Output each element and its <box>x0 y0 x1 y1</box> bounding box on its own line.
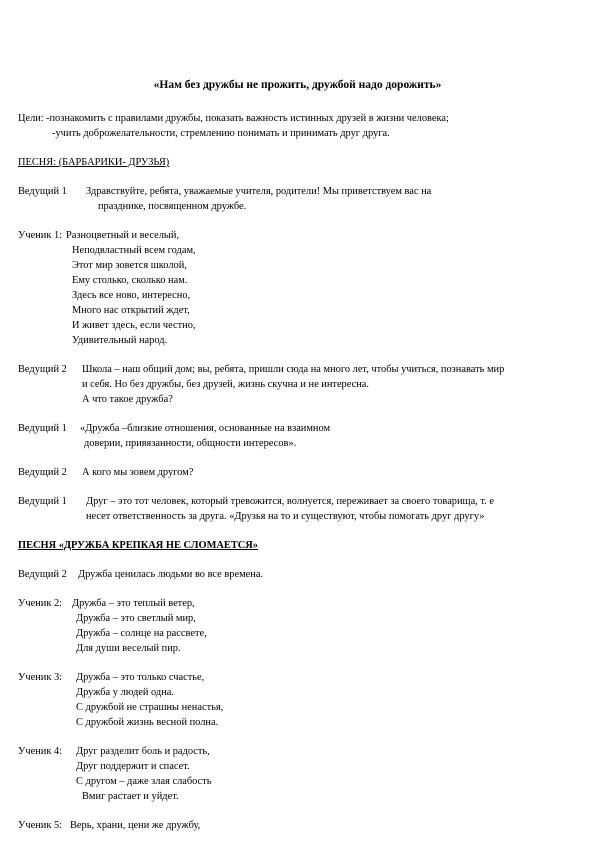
host2-valued-line: Дружба ценилась людьми во все времена. <box>78 569 264 580</box>
pupil1-verse-line: И живет здесь, если честно, <box>72 320 196 331</box>
speaker-host-2: Ведущий 2 <box>18 467 67 478</box>
pupil3-verse-line: С дружбой жизнь весной полна. <box>76 717 219 728</box>
pupil3-verse-line: С дружбой не страшны ненастья, <box>76 702 224 713</box>
song-heading-1: ПЕСНЯ: (БАРБАРИКИ- ДРУЗЬЯ) <box>18 157 170 168</box>
host1-definition-line-2: доверии, привязанности, общности интересов». <box>84 438 297 449</box>
pupil5-verse-line: Верь, храни, цени же дружбу, <box>70 820 201 831</box>
speaker-host-2: Ведущий 2 <box>18 364 67 375</box>
speaker-pupil-1: Ученик 1: <box>18 230 63 241</box>
speaker-pupil-4: Ученик 4: <box>18 746 63 757</box>
pupil2-verse-line: Дружба – это светлый мир, <box>76 613 196 624</box>
host2-question-line: А кого мы зовем другом? <box>82 467 194 478</box>
speaker-pupil-5: Ученик 5: <box>18 820 63 831</box>
pupil3-verse-line: Дружба – это только счастье, <box>76 672 205 683</box>
pupil1-verse-line: Неподвластный всем годам, <box>72 245 196 256</box>
speaker-pupil-3: Ученик 3: <box>18 672 63 683</box>
speaker-host-2: Ведущий 2 <box>18 569 67 580</box>
pupil1-verse-line: Здесь все ново, интересно, <box>72 290 191 301</box>
speaker-host-1: Ведущий 1 <box>18 186 67 197</box>
host2-school-line-2: и себя. Но без дружбы, без друзей, жизнь скучна и не интересна. <box>82 379 370 390</box>
pupil1-verse-line: Ему столько, сколько нам. <box>72 275 188 286</box>
host1-friend-line-1: Друг – это тот человек, который тревожится, волнуется, переживает за своего товарища, т. е <box>86 496 494 507</box>
host1-greeting-line-2: празднике, посвященном дружбе. <box>98 201 247 212</box>
goals-line-1: -познакомить с правилами дружбы, показать важность истинных друзей в жизни человека; <box>46 113 449 124</box>
song-heading-2: ПЕСНЯ «ДРУЖБА КРЕПКАЯ НЕ СЛОМАЕТСЯ» <box>18 540 258 551</box>
pupil4-verse-line: Вмиг растает и уйдет. <box>82 791 179 802</box>
speaker-pupil-2: Ученик 2: <box>18 598 63 609</box>
document-title: «Нам без дружбы не прожить, дружбой надо дорожить» <box>153 79 442 91</box>
host1-friend-line-2: несет ответственность за друга. «Друзья на то и существуют, чтобы помогать друг другу» <box>86 511 485 522</box>
speaker-host-1: Ведущий 1 <box>18 423 67 434</box>
pupil4-verse-line: С другом – даже злая слабость <box>76 776 212 787</box>
pupil4-verse-line: Друг разделит боль и радость, <box>76 746 210 757</box>
pupil4-verse-line: Друг поддержит и спасет. <box>76 761 190 772</box>
pupil2-verse-line: Дружба – это теплый ветер, <box>72 598 195 609</box>
host2-school-line-3: А что такое дружба? <box>82 394 173 405</box>
pupil3-verse-line: Дружба у людей одна. <box>76 687 174 698</box>
pupil1-verse-line: Удивительный народ. <box>72 335 168 346</box>
goals-label: Цели: <box>18 113 44 124</box>
pupil2-verse-line: Дружба – солнце на рассвете, <box>76 628 207 639</box>
host2-school-line-1: Школа – наш общий дом; вы, ребята, пришли сюда на много лет, чтобы учиться, познавать мир <box>82 364 505 375</box>
pupil1-verse-line: Этот мир зовется школой, <box>72 260 187 271</box>
pupil1-verse-line: Много нас открытий ждет, <box>72 305 190 316</box>
pupil1-verse-line: Разноцветный и веселый, <box>66 230 180 241</box>
host1-greeting-line-1: Здравствуйте, ребята, уважаемые учителя, родители! Мы приветствуем вас на <box>86 186 432 197</box>
host1-definition-line-1: «Дружба –близкие отношения, основанные на взаимном <box>80 423 331 434</box>
speaker-host-1: Ведущий 1 <box>18 496 67 507</box>
goals-line-2: -учить доброжелательности, стремлению понимать и принимать друг друга. <box>52 128 390 139</box>
pupil2-verse-line: Для души веселый пир. <box>76 643 181 654</box>
